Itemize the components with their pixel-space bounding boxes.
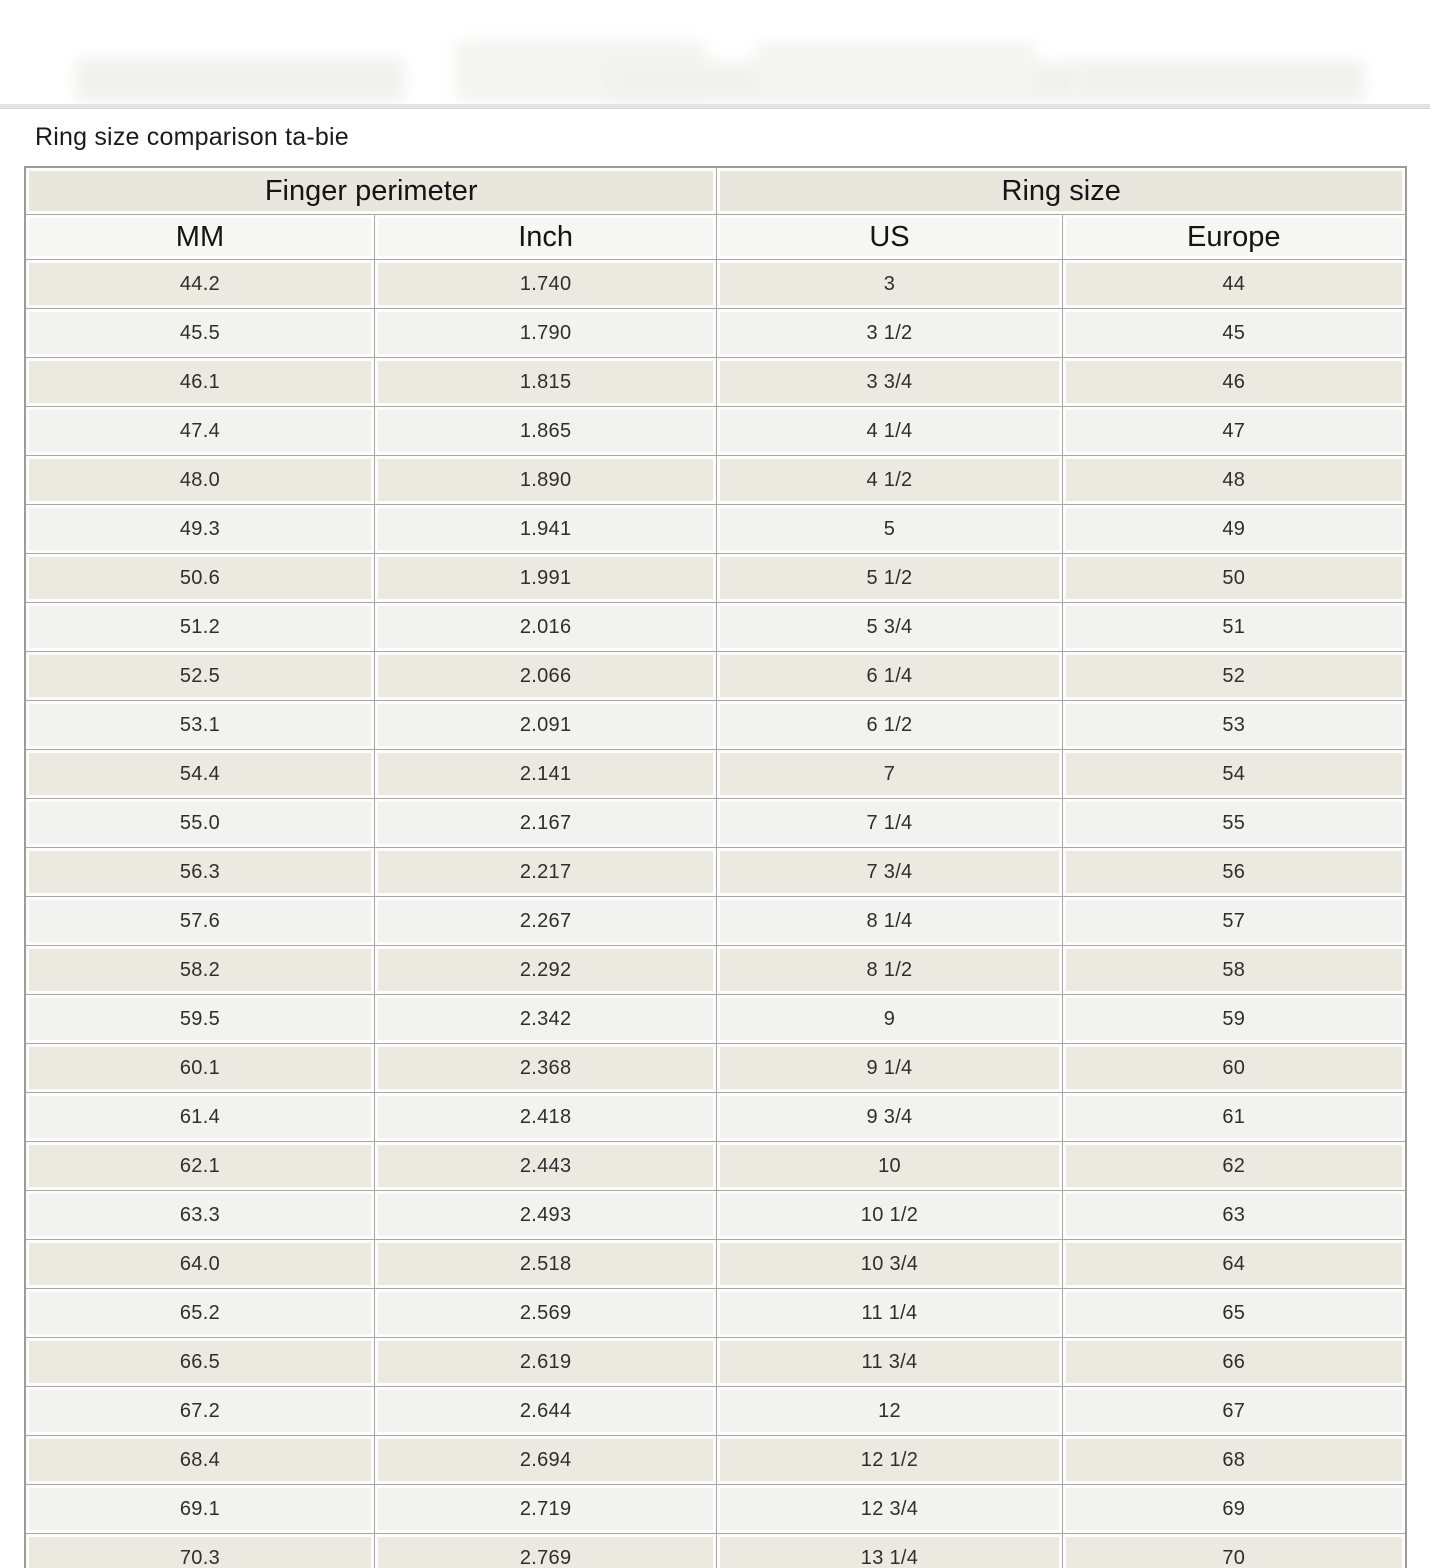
cell-inch: 2.569 xyxy=(374,1289,716,1338)
cell-mm: 49.3 xyxy=(25,505,374,554)
column-header-inch: Inch xyxy=(374,215,716,260)
cell-us: 3 xyxy=(717,260,1062,309)
group-header-ring-size: Ring size xyxy=(717,167,1406,215)
group-header-finger-perimeter: Finger perimeter xyxy=(25,167,717,215)
cell-us: 7 xyxy=(717,750,1062,799)
cell-mm: 64.0 xyxy=(25,1240,374,1289)
cell-us: 6 1/4 xyxy=(717,652,1062,701)
ring-size-table xyxy=(24,166,1407,1568)
table-row xyxy=(25,897,1406,946)
column-header-row xyxy=(25,215,1406,260)
cell-europe: 53 xyxy=(1062,701,1406,750)
cell-europe: 49 xyxy=(1062,505,1406,554)
cell-us: 10 3/4 xyxy=(717,1240,1062,1289)
cell-inch: 2.719 xyxy=(374,1485,716,1534)
cell-us: 9 3/4 xyxy=(717,1093,1062,1142)
table-row xyxy=(25,1534,1406,1568)
table-row xyxy=(25,848,1406,897)
cell-europe: 47 xyxy=(1062,407,1406,456)
table-row xyxy=(25,505,1406,554)
table-row xyxy=(25,1240,1406,1289)
table-row xyxy=(25,1436,1406,1485)
cell-inch: 2.418 xyxy=(374,1093,716,1142)
cell-us: 10 1/2 xyxy=(717,1191,1062,1240)
cell-europe: 64 xyxy=(1062,1240,1406,1289)
cell-us: 11 1/4 xyxy=(717,1289,1062,1338)
cell-europe: 61 xyxy=(1062,1093,1406,1142)
cell-inch: 2.217 xyxy=(374,848,716,897)
cell-europe: 57 xyxy=(1062,897,1406,946)
cell-inch: 2.016 xyxy=(374,603,716,652)
cell-us: 5 xyxy=(717,505,1062,554)
cell-inch: 1.815 xyxy=(374,358,716,407)
cell-us: 13 1/4 xyxy=(717,1534,1062,1568)
table-row xyxy=(25,1387,1406,1436)
cell-europe: 55 xyxy=(1062,799,1406,848)
cell-us: 12 xyxy=(717,1387,1062,1436)
cell-inch: 1.740 xyxy=(374,260,716,309)
cell-us: 5 1/2 xyxy=(717,554,1062,603)
table-row xyxy=(25,603,1406,652)
cell-us: 7 1/4 xyxy=(717,799,1062,848)
page-title: Ring size comparison ta-bie xyxy=(35,123,349,151)
cell-europe: 46 xyxy=(1062,358,1406,407)
washed-out-image-strip xyxy=(0,0,1430,104)
cell-mm: 56.3 xyxy=(25,848,374,897)
cell-mm: 62.1 xyxy=(25,1142,374,1191)
cell-europe: 62 xyxy=(1062,1142,1406,1191)
table-row xyxy=(25,1485,1406,1534)
cell-europe: 45 xyxy=(1062,309,1406,358)
column-header-europe: Europe xyxy=(1062,215,1406,260)
table-body xyxy=(25,260,1406,1568)
cell-mm: 60.1 xyxy=(25,1044,374,1093)
cell-europe: 52 xyxy=(1062,652,1406,701)
cell-mm: 54.4 xyxy=(25,750,374,799)
cell-europe: 63 xyxy=(1062,1191,1406,1240)
cell-europe: 70 xyxy=(1062,1534,1406,1568)
table-row xyxy=(25,554,1406,603)
table-row xyxy=(25,260,1406,309)
cell-europe: 65 xyxy=(1062,1289,1406,1338)
cell-mm: 48.0 xyxy=(25,456,374,505)
cell-inch: 2.694 xyxy=(374,1436,716,1485)
cell-inch: 2.769 xyxy=(374,1534,716,1568)
cell-inch: 2.141 xyxy=(374,750,716,799)
table-row xyxy=(25,652,1406,701)
cell-mm: 53.1 xyxy=(25,701,374,750)
cell-inch: 2.091 xyxy=(374,701,716,750)
cell-us: 9 1/4 xyxy=(717,1044,1062,1093)
table-row xyxy=(25,799,1406,848)
table-row xyxy=(25,1093,1406,1142)
table-row xyxy=(25,407,1406,456)
cell-europe: 44 xyxy=(1062,260,1406,309)
cell-us: 5 3/4 xyxy=(717,603,1062,652)
cell-us: 11 3/4 xyxy=(717,1338,1062,1387)
cell-inch: 2.292 xyxy=(374,946,716,995)
cell-us: 4 1/2 xyxy=(717,456,1062,505)
washed-out-remnant xyxy=(755,42,1035,100)
cell-inch: 2.644 xyxy=(374,1387,716,1436)
horizontal-divider xyxy=(0,104,1430,109)
table-row xyxy=(25,995,1406,1044)
cell-europe: 68 xyxy=(1062,1436,1406,1485)
cell-us: 7 3/4 xyxy=(717,848,1062,897)
cell-mm: 45.5 xyxy=(25,309,374,358)
cell-inch: 2.518 xyxy=(374,1240,716,1289)
table-row xyxy=(25,1142,1406,1191)
cell-us: 8 1/2 xyxy=(717,946,1062,995)
cell-us: 12 3/4 xyxy=(717,1485,1062,1534)
cell-us: 12 1/2 xyxy=(717,1436,1062,1485)
cell-inch: 2.368 xyxy=(374,1044,716,1093)
washed-out-remnant xyxy=(1075,60,1365,102)
cell-us: 8 1/4 xyxy=(717,897,1062,946)
cell-europe: 54 xyxy=(1062,750,1406,799)
cell-us: 3 3/4 xyxy=(717,358,1062,407)
cell-europe: 67 xyxy=(1062,1387,1406,1436)
cell-europe: 50 xyxy=(1062,554,1406,603)
cell-inch: 2.443 xyxy=(374,1142,716,1191)
table-row xyxy=(25,1044,1406,1093)
table-row xyxy=(25,456,1406,505)
cell-us: 6 1/2 xyxy=(717,701,1062,750)
cell-mm: 68.4 xyxy=(25,1436,374,1485)
cell-europe: 60 xyxy=(1062,1044,1406,1093)
cell-europe: 51 xyxy=(1062,603,1406,652)
cell-mm: 67.2 xyxy=(25,1387,374,1436)
cell-mm: 51.2 xyxy=(25,603,374,652)
cell-inch: 2.619 xyxy=(374,1338,716,1387)
cell-mm: 46.1 xyxy=(25,358,374,407)
table-row xyxy=(25,358,1406,407)
cell-inch: 1.790 xyxy=(374,309,716,358)
column-header-us: US xyxy=(717,215,1062,260)
cell-mm: 58.2 xyxy=(25,946,374,995)
cell-mm: 69.1 xyxy=(25,1485,374,1534)
cell-inch: 1.941 xyxy=(374,505,716,554)
cell-us: 10 xyxy=(717,1142,1062,1191)
cell-europe: 59 xyxy=(1062,995,1406,1044)
cell-europe: 69 xyxy=(1062,1485,1406,1534)
cell-europe: 66 xyxy=(1062,1338,1406,1387)
cell-inch: 1.865 xyxy=(374,407,716,456)
cell-us: 4 1/4 xyxy=(717,407,1062,456)
group-header-row xyxy=(25,167,1406,215)
table-row xyxy=(25,946,1406,995)
cell-europe: 48 xyxy=(1062,456,1406,505)
cell-mm: 57.6 xyxy=(25,897,374,946)
cell-mm: 47.4 xyxy=(25,407,374,456)
cell-mm: 65.2 xyxy=(25,1289,374,1338)
cell-mm: 66.5 xyxy=(25,1338,374,1387)
column-header-mm: MM xyxy=(25,215,374,260)
cell-europe: 56 xyxy=(1062,848,1406,897)
cell-inch: 2.267 xyxy=(374,897,716,946)
cell-mm: 50.6 xyxy=(25,554,374,603)
cell-mm: 70.3 xyxy=(25,1534,374,1568)
cell-inch: 2.167 xyxy=(374,799,716,848)
cell-us: 9 xyxy=(717,995,1062,1044)
cell-us: 3 1/2 xyxy=(717,309,1062,358)
cell-inch: 2.493 xyxy=(374,1191,716,1240)
cell-inch: 1.890 xyxy=(374,456,716,505)
cell-mm: 59.5 xyxy=(25,995,374,1044)
cell-mm: 44.2 xyxy=(25,260,374,309)
table-row xyxy=(25,1191,1406,1240)
table-row xyxy=(25,750,1406,799)
cell-inch: 2.342 xyxy=(374,995,716,1044)
cell-mm: 55.0 xyxy=(25,799,374,848)
cell-inch: 2.066 xyxy=(374,652,716,701)
cell-mm: 52.5 xyxy=(25,652,374,701)
cell-mm: 61.4 xyxy=(25,1093,374,1142)
table-row xyxy=(25,1289,1406,1338)
table-row xyxy=(25,1338,1406,1387)
cell-europe: 58 xyxy=(1062,946,1406,995)
table-row xyxy=(25,309,1406,358)
cell-mm: 63.3 xyxy=(25,1191,374,1240)
cell-inch: 1.991 xyxy=(374,554,716,603)
washed-out-remnant xyxy=(75,58,405,102)
table-row xyxy=(25,701,1406,750)
